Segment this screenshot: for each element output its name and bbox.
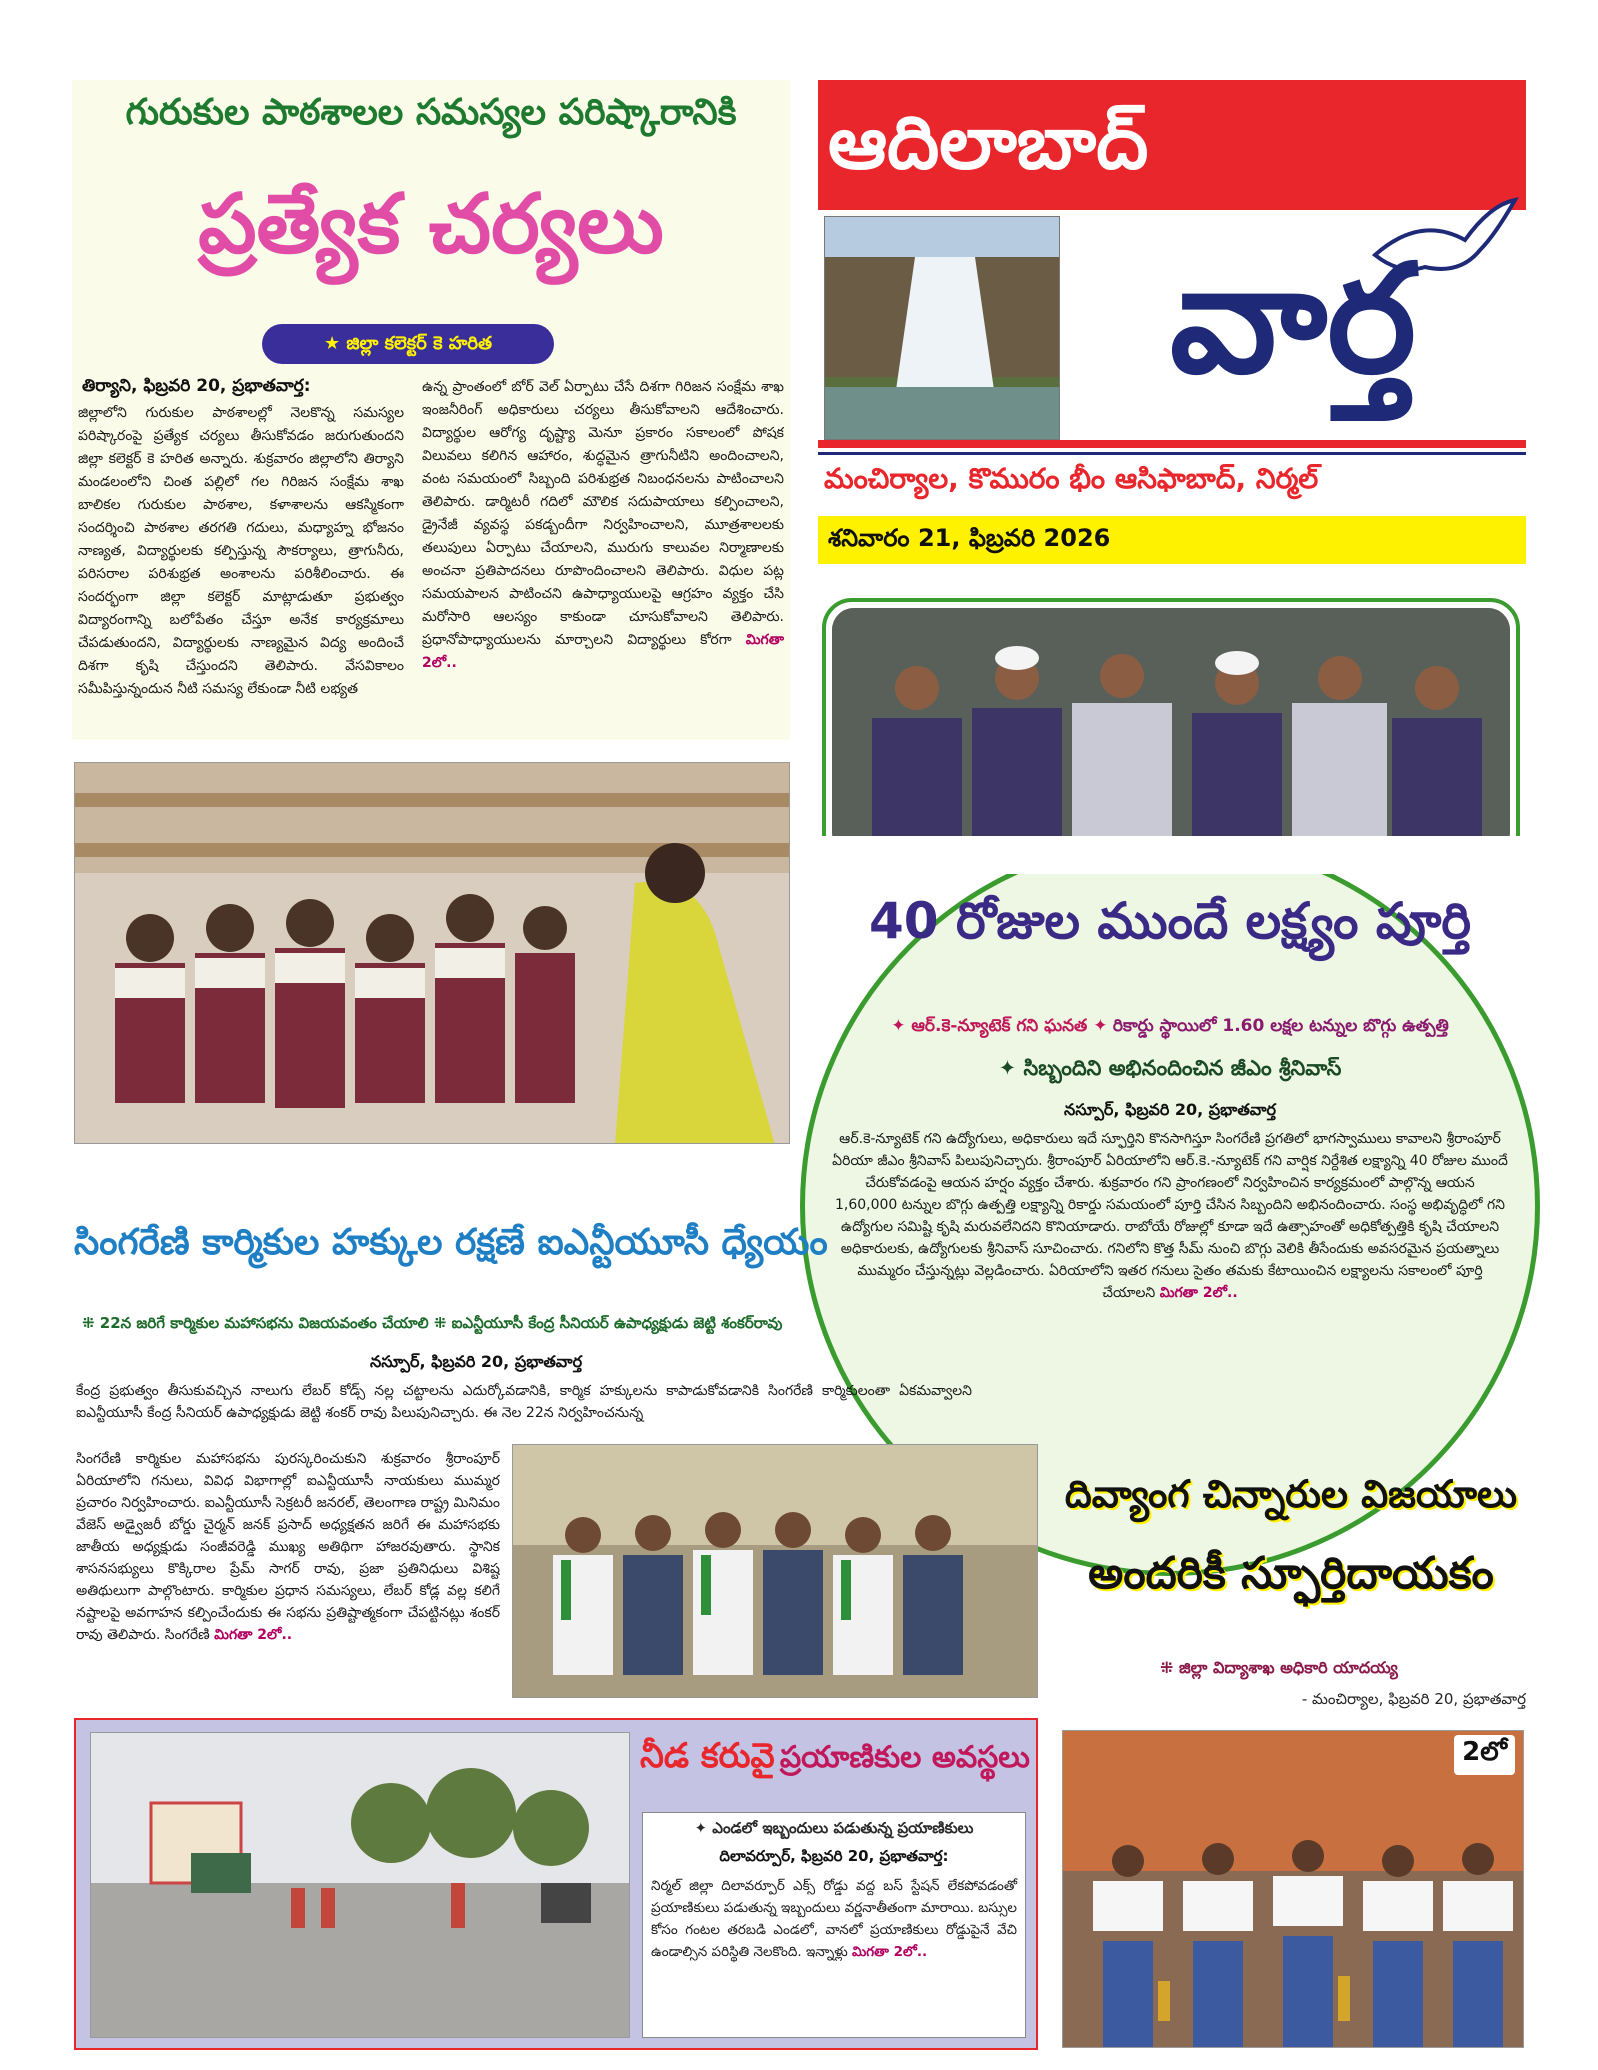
story1-col2 <box>422 376 784 732</box>
story1-badge: ★ జిల్లా కలెక్టర్ కె హరిత <box>262 324 554 364</box>
masthead-date: శనివారం 21, ఫిబ్రవరి 2026 <box>828 524 1111 552</box>
story5-sub: ✦ ఎండలో ఇబ్బందులు పడుతున్న ప్రయాణికులు <box>694 1819 974 1837</box>
children-certificates-illustration <box>1063 1731 1524 2048</box>
story3-lead: కేంద్ర ప్రభుత్వం తీసుకువచ్చిన నాలుగు లేబర్ కోడ్స్ నల్ల చట్టాలను ఎదుర్కోవడానికి, కార్మిక హక్కులను కాపాడుకోవడానికి సింగరేణి కార్మికులంతా ఏకమవ్వాలని ఐఎన్టీయూసీ కేంద్ర సీనియర్ ఉపాధ్యక్షుడు జెట్టి శంకర్ రావు పిలుపునిచ్చారు. ఈ నెల 22న నిర్వహించనున్న <box>76 1383 972 1421</box>
story5-dateline: దిలావర్పూర్, ఫిబ్రవరి 20, ప్రభాతవార్త: <box>719 1847 949 1865</box>
story5-headline-b: ప్రయాణికుల అవస్థలు <box>779 1740 1030 1775</box>
story3-photo-union <box>512 1444 1038 1698</box>
story2-more[interactable]: మిగతా 2లో.. <box>1159 1285 1238 1301</box>
road-bus-stop-illustration <box>91 1733 630 2038</box>
story2-sub1 <box>820 1016 1520 1040</box>
story4-headline1: దివ్యాంగ చిన్నారుల విజయాలు <box>1064 1472 1518 1516</box>
masthead-title-top: ఆదిలాబాద్ <box>828 100 1149 186</box>
story1-col1: జిల్లాలోని గురుకుల పాఠశాలల్లో నెలకొన్న సమస్యల పరిష్కారంపై ప్రత్యేక చర్యలు తీసుకోవడం జరుగుతుందని జిల్లా కలెక్టర్ కె హరిత అన్నారు. శుక్రవారం జిల్లాలోని తిర్యాని మండలంలోని చింత పల్లిలో గల గిరిజన సంక్షేమ శాఖ బాలికల గురుకుల పాఠశాల, కళాశాలను ఆకస్మికంగా సందర్శించి పాఠశాల తరగతి గదులు, మధ్యాహ్న భోజనం నాణ్యత, విద్యార్థులకు కల్పిస్తున్న సౌకర్యాలు, త్రాగునీరు, పరిసరాల పరిశుభ్రత అంశాలను పరిశీలించారు. ఈ సందర్భంగా జిల్లా కలెక్టర్ మాట్లాడుతూ ప్రభుత్వం విద్యారంగాన్ని బలోపేతం చేస్తూ అనేక కార్యక్రమాలు చేపడుతుందని, విద్యార్థులకు నాణ్యమైన విద్య అందించే దిశగా కృషి చేస్తుందని తెలిపారు. వేసవికాలం సమీపిస్తున్నందున నీటి సమస్య లేకుండా నీటి లభ్యత <box>78 405 404 697</box>
masthead-districts: మంచిర్యాల, కొమురం భీం ఆసిఫాబాద్, నిర్మల్ <box>824 462 1319 495</box>
story2-dateline: నస్పూర్, ఫిబ్రవరి 20, ప్రభాతవార్త <box>1063 1100 1277 1119</box>
story5-body-text: నిర్మల్ జిల్లా దిలావర్పూర్ ఎక్స్ రోడ్డు వద్ద బస్ స్టేషన్ లేకపోవడంతో ప్రయాణికులు పడుతున్న ఇబ్బందులు వర్ణనాతీతంగా మారాయి. బస్సుల కోసం గంటల తరబడి ఎండలో, వానలో ప్రయాణికులు రోడ్డుపైనే వేచి ఉండాల్సిన పరిస్థితి నెలకొంది. ఇన్నాళ్లు <box>651 1878 1017 1960</box>
story1-headline: ప్రత్యేక చర్యలు <box>198 177 664 272</box>
waterfall-illustration <box>825 217 1060 440</box>
story3-body <box>76 1448 500 1698</box>
story2-body-text: ఆర్.కె-న్యూటెక్ గని ఉద్యోగులు, అధికారులు ఇదే స్ఫూర్తిని కొనసాగిస్తూ సింగరేణి ప్రగతిలో భాగస్వాములు కావాలని శ్రీరాంపూర్ ఏరియా జీఎం శ్రీనివాస్ పిలుపునిచ్చారు. శ్రీరాంపూర్ ఏరియాలోని ఆర్.కె.-న్యూటెక్ గని వార్షిక నిర్దేశిత లక్ష్యాన్ని 40 రోజుల ముందే చేరుకోవడంపై ఆయన హర్షం వ్యక్తం చేశారు. శుక్రవారం గని ప్రాంగణంలో నిర్వహించిన కార్యక్రమంలో పాల్గొన్న ఆయన 1,60,000 టన్నుల బొగ్గు ఉత్పత్తి లక్ష్యాన్ని రికార్డు సమయంలో పూర్తి చేసిన సిబ్బందిని అభినందించారు. సంస్థ అభివృద్ధిలో గని ఉద్యోగుల సమిష్టి కృషి మరువలేనిదని కొనియాడారు. రాబోయే రోజుల్లో కూడా ఇదే ఉత్సాహంతో అధికోత్పత్తికి కృషి చేయాలని అధికారులకు, ఉద్యోగులకు శ్రీనివాస్ సూచించారు. గనిలోని కొత్త సీమ్ నుంచి బొగ్గు వెలికి తీసేందుకు అవసరమైన ప్రయత్నాలు ముమ్మరం చేస్తున్నట్లు వెల్లడించారు. ఏరియాలోని ఇతర గనులు సైతం తమకు కేటాయించిన లక్ష్యాలను సకాలంలో పూర్తి చేయాలని <box>832 1131 1508 1301</box>
story5-textbox <box>642 1812 1026 2038</box>
masthead-title-main: వార్త <box>1169 233 1417 407</box>
story3-body-text: సింగరేణి కార్మికుల మహాసభను పురస్కరించుకుని శుక్రవారం శ్రీరాంపూర్ ఏరియాలోని గనులు, వివిధ విభాగాల్లో ఐఎన్టీయూసీ నాయకులు ముమ్మర ప్రచారం నిర్వహించారు. ఐఎన్టీయూసీ సెక్రటరీ జనరల్, తెలంగాణ రాష్ట్ర మినిమం వేజెస్ అడ్వైజరీ బోర్డు చైర్మన్ జనక్ ప్రసాద్ అధ్యక్షతన జరిగే ఈ మహాసభకు జాతీయ అధ్యక్షుడు సంజీవరెడ్డి ముఖ్య అతిథిగా హాజరవుతారు. స్థానిక శాసనసభ్యులు కొక్కిరాల ప్రేమ్ సాగర్ రావు, ప్రజా ప్రతినిధులు విశిష్ట అతిథులుగా పాల్గొంటారు. కార్మికుల ప్రధాన సమస్యలు, లేబర్ కోడ్ల వల్ల కలిగే నష్టాలపై అవగాహన కల్పించేందుకు ఈ సభను ప్రతిష్టాత్మకంగా చేపట్టినట్లు శంకర్ రావు తెలిపారు. సింగరేణి <box>76 1451 500 1643</box>
story5-photo-road <box>90 1732 630 2038</box>
story5-headline <box>640 1736 1032 1784</box>
story5-more[interactable]: మిగతా 2లో.. <box>852 1944 928 1960</box>
story2-photo-mine <box>832 608 1510 854</box>
story4-photo-children <box>1062 1730 1524 2048</box>
story2-circle-mask <box>800 836 1540 874</box>
mine-staff-illustration <box>832 608 1510 854</box>
story1-dateline: తిర్యాని, ఫిబ్రవరి 20, ప్రభాతవార్త: <box>82 376 311 396</box>
story1-kicker: గురుకుల పాఠశాలల సమస్యల పరిష్కారానికి <box>125 92 737 133</box>
story1-more[interactable]: మిగతా 2లో.. <box>422 632 784 671</box>
story4-headline2: అందరికీ స్ఫూర్తిదాయకం <box>1088 1548 1494 1599</box>
students-illustration <box>75 763 790 1144</box>
story4-page-tag[interactable]: 2లో <box>1454 1735 1515 1775</box>
story5-headline-a: నీడ కరువై <box>640 1736 775 1776</box>
story3-dateline: నస్పూర్, ఫిబ్రవరి 20, ప్రభాతవార్త <box>370 1352 583 1371</box>
masthead-rule <box>818 440 1526 448</box>
story1-photo-students <box>74 762 790 1144</box>
story1-col2-text: ఉన్న ప్రాంతంలో బోర్ వెల్ ఏర్పాటు చేసే దిశగా గిరిజన సంక్షేమ శాఖ ఇంజనీరింగ్ అధికారులు చర్యలు తీసుకోవాలని ఆదేశించారు. విద్యార్థుల ఆరోగ్య దృష్ట్యా మెనూ ప్రకారం సకాలంలో పోషక విలువలు కలిగిన ఆహారం, శుద్ధమైన త్రాగునీటిని అందించాలని, వంట సమయంలో సిబ్బంది పరిశుభ్రత నిబంధనలను పాటించాలని తెలిపారు. డార్మిటరీ గదిలో మౌలిక సదుపాయాలు కల్పించాలని, డ్రైనేజీ వ్యవస్థ పకడ్బందీగా నిర్వహించాలని, మూత్రశాలలకు తలుపులు ఏర్పాటు చేయాలని, మురుగు కాలువల నిర్మాణాలకు అంచనా ప్రతిపాదనలు రూపొందించాలని తెలిపారు. విధుల పట్ల సమయపాలన పాటించని ఉపాధ్యాయులపై ఆగ్రహం వ్యక్తం చేసి మరోసారి ఆలస్యం కాకుండా చూసుకోవాలని తెలిపారు. ప్రధానోపాధ్యాయులను మార్చాలని విద్యార్థులు కోరగా <box>422 379 784 648</box>
story3-sub: ⁜ 22న జరిగే కార్మికుల మహాసభను విజయవంతం చేయాలి ⁜ ఐఎన్టీయూసీ కేంద్ర సీనియర్ ఉపాధ్యక్షుడు జెట్టి శంకర్‌రావు <box>82 1314 783 1332</box>
story5-body <box>651 1875 1017 1963</box>
story4-dateline: - మంచిర్యాల, ఫిబ్రవరి 20, ప్రభాతవార్త <box>1301 1690 1526 1708</box>
story2-sub2: ✦ సిబ్బందిని అభినందించిన జీఎం శ్రీనివాస్ <box>998 1056 1342 1080</box>
masthead-waterfall-photo <box>824 216 1060 440</box>
story3-more[interactable]: మిగతా 2లో.. <box>214 1627 293 1643</box>
story3-headline: సింగరేణి కార్మికుల హక్కుల రక్షణే ఐఎన్టీయూసీ ధ్యేయం <box>74 1222 828 1263</box>
story4-sub: ⁜ జిల్లా విద్యాశాఖ అధికారి యాదయ్య <box>1160 1658 1398 1677</box>
story2-headline: 40 రోజుల ముందే లక్ష్యం పూర్తి <box>869 892 1471 950</box>
masthead <box>818 80 1526 570</box>
union-members-illustration <box>513 1445 1038 1698</box>
story2-sub1b: రికార్డు స్థాయిలో 1.60 లక్షల టన్నుల బొగ్గు ఉత్పత్తి <box>1112 1016 1449 1036</box>
story2-photo-frame <box>822 598 1520 864</box>
story2-sub1a: ✦ ఆర్.కె-న్యూటెక్ గని ఘనత ✦ <box>891 1016 1108 1036</box>
